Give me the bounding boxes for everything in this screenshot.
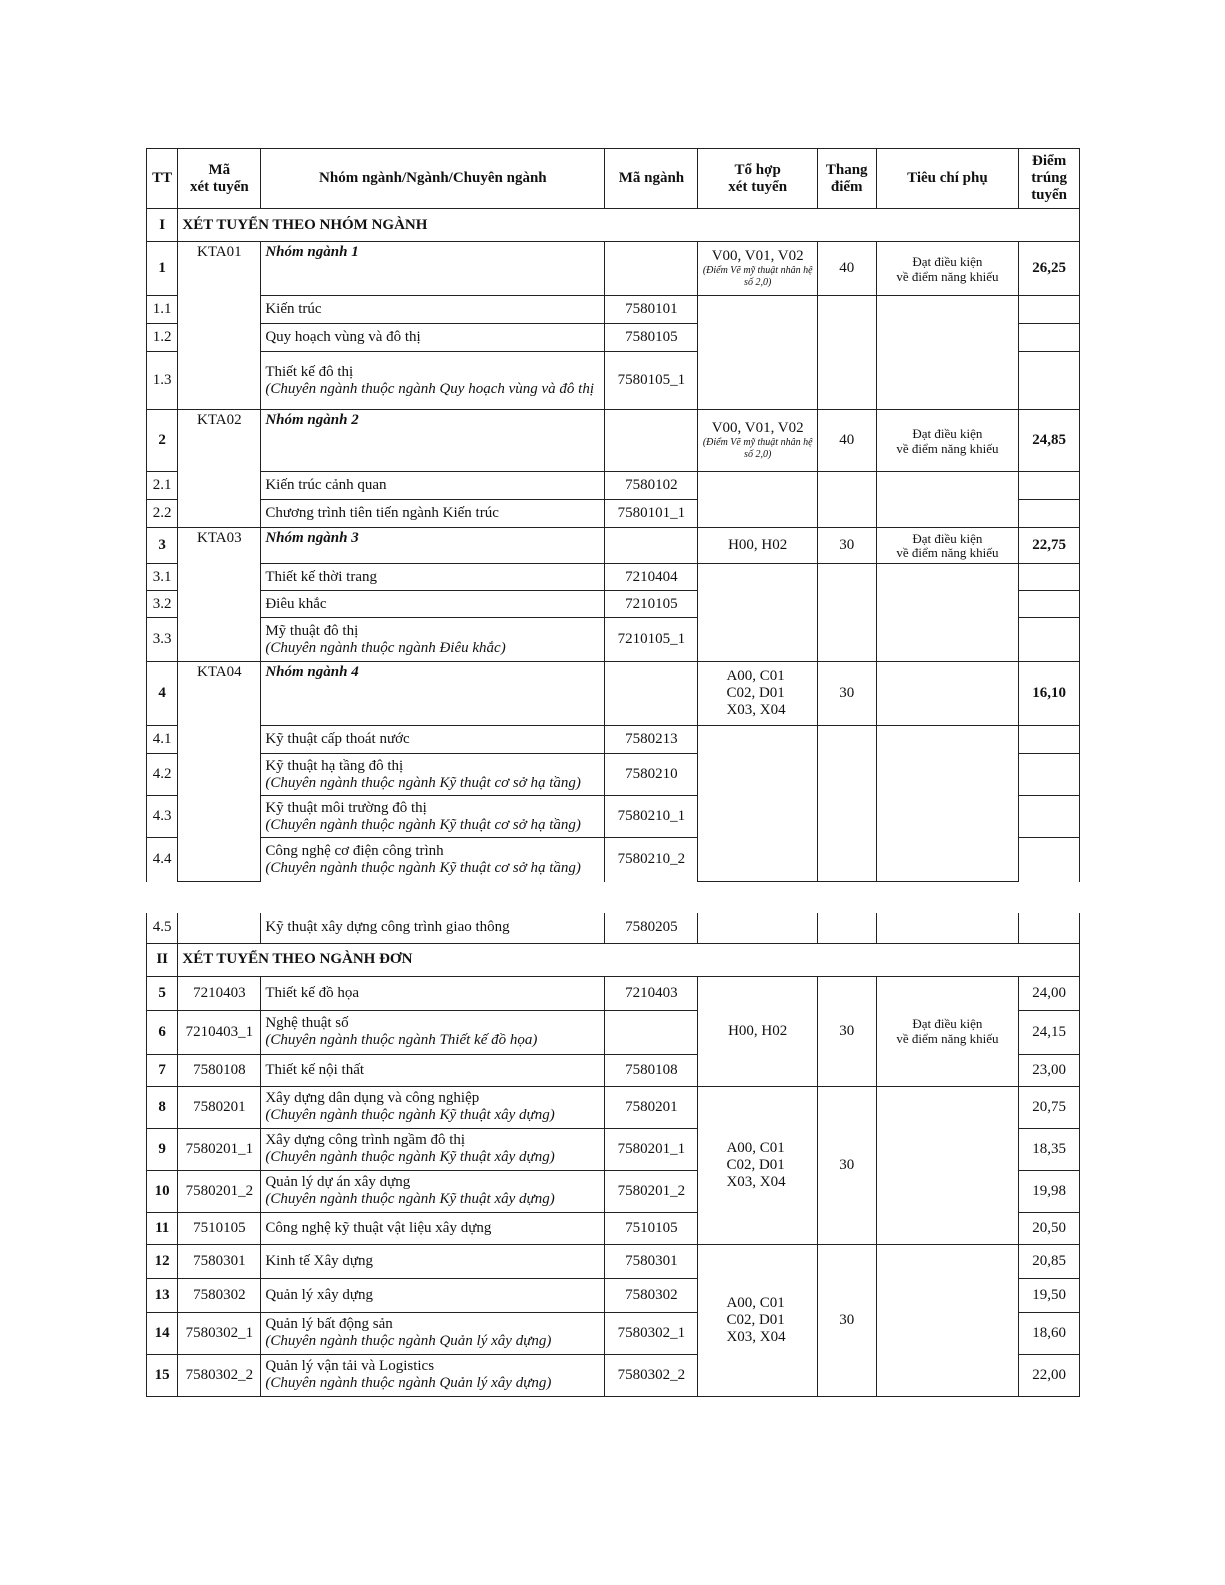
header-to-hop: Tổ hợp xét tuyển <box>698 149 817 209</box>
major-code: 7580210_2 <box>605 838 698 882</box>
row-number: 6 <box>147 1010 178 1054</box>
row-number: 5 <box>147 976 178 1010</box>
score-cell: 20,50 <box>1019 1212 1080 1244</box>
major-code: 7580205 <box>605 913 698 943</box>
major-code: 7580105 <box>605 324 698 352</box>
major-code: 7580201_2 <box>605 1170 698 1212</box>
row-number: 7 <box>147 1054 178 1086</box>
group-number: 4 <box>147 662 178 726</box>
major-code <box>605 662 698 726</box>
score-cell: 24,00 <box>1019 976 1080 1010</box>
scale-cell <box>817 296 876 410</box>
scale-cell: 30 <box>817 976 876 1086</box>
major-name: Nghệ thuật số (Chuyên ngành thuộc ngành Thiết kế đồ họa) <box>261 1010 605 1054</box>
group-name: Nhóm ngành 3 <box>261 528 605 564</box>
admission-code: 7510105 <box>178 1212 261 1244</box>
criteria-cell <box>876 726 1019 882</box>
score-cell: 18,60 <box>1019 1312 1080 1354</box>
major-code: 7580302_1 <box>605 1312 698 1354</box>
criteria-cell <box>876 913 1019 943</box>
table-row <box>147 976 1080 1010</box>
major-code <box>605 528 698 564</box>
scale-cell: 40 <box>817 242 876 296</box>
major-name: Chương trình tiên tiến ngành Kiến trúc <box>261 500 605 528</box>
major-code: 7210105_1 <box>605 618 698 662</box>
section-number: I <box>147 209 178 242</box>
admission-code: 7580302_2 <box>178 1354 261 1396</box>
row-number: 13 <box>147 1278 178 1312</box>
admission-code: 7210403 <box>178 976 261 1010</box>
score-cell: 23,00 <box>1019 1054 1080 1086</box>
criteria-cell <box>876 564 1019 662</box>
group-name: Nhóm ngành 1 <box>261 242 605 296</box>
combo-cell: H00, H02 <box>698 528 817 564</box>
scale-cell <box>817 472 876 528</box>
admission-table-part2 <box>146 913 1080 1397</box>
table-row <box>147 296 1080 324</box>
criteria-cell: Đạt điều kiện về điểm năng khiếu <box>876 976 1019 1086</box>
major-name: Kiến trúc cảnh quan <box>261 472 605 500</box>
row-number: 1.3 <box>147 352 178 410</box>
row-number: 4.1 <box>147 726 178 754</box>
group-number: 1 <box>147 242 178 296</box>
major-code <box>605 1010 698 1054</box>
score-cell: 16,10 <box>1019 662 1080 726</box>
header-diem: Điểm trúng tuyển <box>1019 149 1080 209</box>
table-row <box>147 726 1080 754</box>
major-name: Quy hoạch vùng và đô thị <box>261 324 605 352</box>
major-name: Quản lý vận tải và Logistics (Chuyên ngành thuộc ngành Quản lý xây dựng) <box>261 1354 605 1396</box>
score-cell <box>1019 591 1080 618</box>
major-code: 7580105_1 <box>605 352 698 410</box>
section-row <box>147 209 1080 242</box>
major-name: Thiết kế đồ họa <box>261 976 605 1010</box>
score-cell <box>1019 500 1080 528</box>
row-number: 2.1 <box>147 472 178 500</box>
score-cell: 24,15 <box>1019 1010 1080 1054</box>
criteria-cell <box>876 1244 1019 1396</box>
admission-code: 7580201_1 <box>178 1128 261 1170</box>
major-code <box>605 410 698 472</box>
score-cell: 18,35 <box>1019 1128 1080 1170</box>
scale-cell <box>817 564 876 662</box>
group-row <box>147 410 1080 472</box>
major-code: 7580302 <box>605 1278 698 1312</box>
admission-code: 7580301 <box>178 1244 261 1278</box>
combo-cell: V00, V01, V02 (Điểm Vẽ mỹ thuật nhân hệ số 2,0) <box>698 410 817 472</box>
header-tieu-chi: Tiêu chí phụ <box>876 149 1019 209</box>
group-row <box>147 242 1080 296</box>
major-name: Công nghệ cơ điện công trình (Chuyên ngành thuộc ngành Kỹ thuật cơ sở hạ tầng) <box>261 838 605 882</box>
admission-code: 7580302_1 <box>178 1312 261 1354</box>
score-cell: 26,25 <box>1019 242 1080 296</box>
row-number: 1.1 <box>147 296 178 324</box>
criteria-cell <box>876 472 1019 528</box>
major-code: 7580101 <box>605 296 698 324</box>
major-code: 7580108 <box>605 1054 698 1086</box>
major-name: Quản lý xây dựng <box>261 1278 605 1312</box>
major-code: 7580201 <box>605 1086 698 1128</box>
group-number: 3 <box>147 528 178 564</box>
major-code: 7580213 <box>605 726 698 754</box>
scale-cell: 30 <box>817 1244 876 1396</box>
row-number: 11 <box>147 1212 178 1244</box>
row-number: 3.2 <box>147 591 178 618</box>
group-name: Nhóm ngành 2 <box>261 410 605 472</box>
table-row <box>147 472 1080 500</box>
combo-cell <box>698 913 817 943</box>
admission-code: 7210403_1 <box>178 1010 261 1054</box>
combo-cell: A00, C01 C02, D01 X03, X04 <box>698 1244 817 1396</box>
row-number: 15 <box>147 1354 178 1396</box>
section-number: II <box>147 943 178 976</box>
row-number: 1.2 <box>147 324 178 352</box>
major-code <box>605 242 698 296</box>
row-number: 9 <box>147 1128 178 1170</box>
header-thang-diem: Thang điểm <box>817 149 876 209</box>
major-name: Quản lý dự án xây dựng (Chuyên ngành thuộc ngành Kỹ thuật xây dựng) <box>261 1170 605 1212</box>
criteria-cell: Đạt điều kiện về điểm năng khiếu <box>876 528 1019 564</box>
major-name: Thiết kế thời trang <box>261 564 605 591</box>
row-number: 4.5 <box>147 913 178 943</box>
score-cell <box>1019 352 1080 410</box>
major-name: Kinh tế Xây dựng <box>261 1244 605 1278</box>
admission-code: 7580108 <box>178 1054 261 1086</box>
major-code: 7580101_1 <box>605 500 698 528</box>
combo-cell: H00, H02 <box>698 976 817 1086</box>
scale-cell <box>817 913 876 943</box>
header-ma-xet-tuyen: Mã xét tuyển <box>178 149 261 209</box>
score-cell: 24,85 <box>1019 410 1080 472</box>
combo-cell <box>698 472 817 528</box>
group-code: KTA03 <box>178 528 261 662</box>
major-code: 7580301 <box>605 1244 698 1278</box>
major-code: 7580210 <box>605 754 698 796</box>
table-row <box>147 1244 1080 1278</box>
major-code: 7210105 <box>605 591 698 618</box>
group-row <box>147 662 1080 726</box>
group-code: KTA02 <box>178 410 261 528</box>
table-row <box>147 564 1080 591</box>
section-row <box>147 943 1080 976</box>
row-number: 8 <box>147 1086 178 1128</box>
combo-cell: A00, C01 C02, D01 X03, X04 <box>698 662 817 726</box>
row-number: 14 <box>147 1312 178 1354</box>
group-code: KTA04 <box>178 662 261 882</box>
group-row <box>147 528 1080 564</box>
table-row <box>147 1086 1080 1128</box>
criteria-cell <box>876 1086 1019 1244</box>
major-name: Kỹ thuật xây dựng công trình giao thông <box>261 913 605 943</box>
score-cell <box>1019 564 1080 591</box>
header-ma-nganh: Mã ngành <box>605 149 698 209</box>
score-cell <box>1019 618 1080 662</box>
major-code: 7580210_1 <box>605 796 698 838</box>
row-number: 4.3 <box>147 796 178 838</box>
major-code: 7580201_1 <box>605 1128 698 1170</box>
major-code: 7580302_2 <box>605 1354 698 1396</box>
scale-cell <box>817 726 876 882</box>
combo-cell <box>698 726 817 882</box>
major-name: Mỹ thuật đô thị (Chuyên ngành thuộc ngành Điêu khắc) <box>261 618 605 662</box>
score-cell <box>1019 472 1080 500</box>
major-name: Xây dựng dân dụng và công nghiệp (Chuyên ngành thuộc ngành Kỹ thuật xây dựng) <box>261 1086 605 1128</box>
score-cell: 20,75 <box>1019 1086 1080 1128</box>
combo-cell: V00, V01, V02 (Điểm Vẽ mỹ thuật nhân hệ số 2,0) <box>698 242 817 296</box>
score-cell <box>1019 838 1080 882</box>
major-name: Thiết kế nội thất <box>261 1054 605 1086</box>
score-cell: 19,50 <box>1019 1278 1080 1312</box>
admission-table-part1 <box>146 148 1080 882</box>
score-cell: 22,75 <box>1019 528 1080 564</box>
major-code: 7510105 <box>605 1212 698 1244</box>
criteria-cell <box>876 662 1019 726</box>
major-name: Thiết kế đô thị (Chuyên ngành thuộc ngành Quy hoạch vùng và đô thị <box>261 352 605 410</box>
header-nganh: Nhóm ngành/Ngành/Chuyên ngành <box>261 149 605 209</box>
score-cell <box>1019 796 1080 838</box>
major-code: 7210404 <box>605 564 698 591</box>
scale-cell: 40 <box>817 410 876 472</box>
score-cell <box>1019 913 1080 943</box>
row-number: 4.4 <box>147 838 178 882</box>
group-code <box>178 913 261 943</box>
major-code: 7580102 <box>605 472 698 500</box>
admission-code: 7580302 <box>178 1278 261 1312</box>
score-cell: 19,98 <box>1019 1170 1080 1212</box>
row-number: 3.1 <box>147 564 178 591</box>
row-number: 2.2 <box>147 500 178 528</box>
admission-code: 7580201 <box>178 1086 261 1128</box>
score-cell <box>1019 324 1080 352</box>
group-number: 2 <box>147 410 178 472</box>
score-cell <box>1019 754 1080 796</box>
major-name: Điêu khắc <box>261 591 605 618</box>
major-name: Kỹ thuật hạ tầng đô thị (Chuyên ngành thuộc ngành Kỹ thuật cơ sở hạ tầng) <box>261 754 605 796</box>
group-name: Nhóm ngành 4 <box>261 662 605 726</box>
row-number: 4.2 <box>147 754 178 796</box>
section-title: XÉT TUYỂN THEO NGÀNH ĐƠN <box>178 943 1080 976</box>
table-row <box>147 913 1080 943</box>
major-code: 7210403 <box>605 976 698 1010</box>
combo-cell: A00, C01 C02, D01 X03, X04 <box>698 1086 817 1244</box>
row-number: 3.3 <box>147 618 178 662</box>
header-row <box>147 149 1080 209</box>
criteria-cell: Đạt điều kiện về điểm năng khiếu <box>876 410 1019 472</box>
major-name: Kiến trúc <box>261 296 605 324</box>
score-cell: 22,00 <box>1019 1354 1080 1396</box>
criteria-cell: Đạt điều kiện về điểm năng khiếu <box>876 242 1019 296</box>
score-cell <box>1019 296 1080 324</box>
score-cell <box>1019 726 1080 754</box>
combo-cell <box>698 296 817 410</box>
scale-cell: 30 <box>817 528 876 564</box>
major-name: Kỹ thuật môi trường đô thị (Chuyên ngành thuộc ngành Kỹ thuật cơ sở hạ tầng) <box>261 796 605 838</box>
major-name: Công nghệ kỹ thuật vật liệu xây dựng <box>261 1212 605 1244</box>
combo-cell <box>698 564 817 662</box>
major-name: Kỹ thuật cấp thoát nước <box>261 726 605 754</box>
group-code: KTA01 <box>178 242 261 410</box>
admission-code: 7580201_2 <box>178 1170 261 1212</box>
scale-cell: 30 <box>817 1086 876 1244</box>
scale-cell: 30 <box>817 662 876 726</box>
section-title: XÉT TUYỂN THEO NHÓM NGÀNH <box>178 209 1080 242</box>
major-name: Quản lý bất động sản (Chuyên ngành thuộc ngành Quản lý xây dựng) <box>261 1312 605 1354</box>
criteria-cell <box>876 296 1019 410</box>
row-number: 12 <box>147 1244 178 1278</box>
header-tt: TT <box>147 149 178 209</box>
row-number: 10 <box>147 1170 178 1212</box>
score-cell: 20,85 <box>1019 1244 1080 1278</box>
major-name: Xây dựng công trình ngầm đô thị (Chuyên ngành thuộc ngành Kỹ thuật xây dựng) <box>261 1128 605 1170</box>
